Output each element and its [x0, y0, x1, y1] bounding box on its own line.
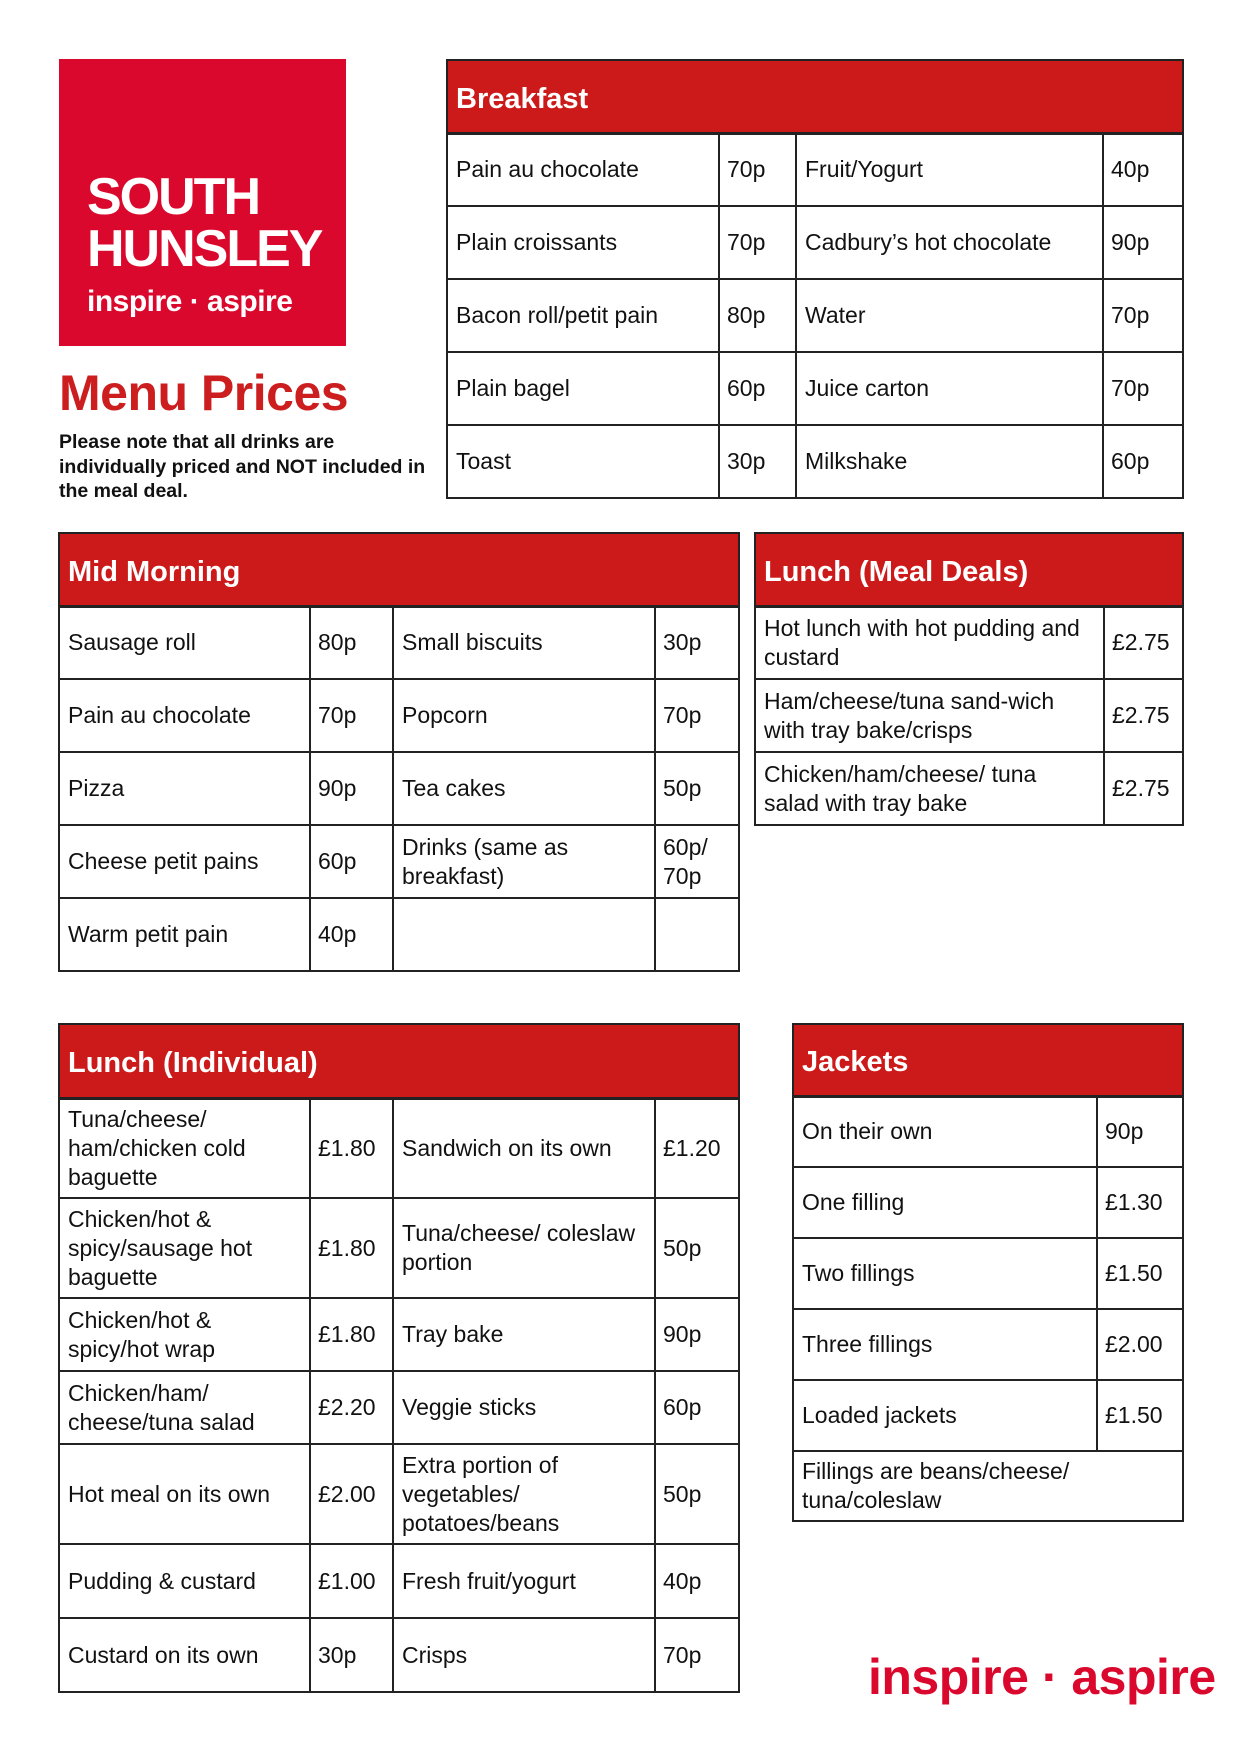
item-name: Tuna/cheese/ ham/chicken cold baguette [59, 1098, 310, 1198]
item-name: Water [796, 279, 1103, 352]
breakfast-heading: Breakfast [447, 60, 1183, 133]
item-price: 50p [655, 1198, 739, 1298]
item-name [393, 898, 655, 971]
item-name: Two fillings [793, 1238, 1097, 1309]
menu-row [59, 1371, 739, 1444]
item-price: £2.75 [1104, 752, 1183, 825]
item-price: 80p [310, 606, 393, 679]
item-name: Warm petit pain [59, 898, 310, 971]
item-name: Crisps [393, 1618, 655, 1692]
item-price: 30p [719, 425, 796, 498]
item-name: Plain bagel [447, 352, 719, 425]
item-name: Cheese petit pains [59, 825, 310, 898]
item-price: 70p [655, 679, 739, 752]
item-name: Juice carton [796, 352, 1103, 425]
item-price [655, 898, 739, 971]
item-name: One filling [793, 1167, 1097, 1238]
item-name: Hot lunch with hot pudding and custard [755, 606, 1104, 679]
menu-row [755, 606, 1183, 679]
menu-row [59, 679, 739, 752]
item-price: 60p/ 70p [655, 825, 739, 898]
item-name: Tuna/cheese/ coleslaw portion [393, 1198, 655, 1298]
menu-row [793, 1380, 1183, 1451]
menu-row [447, 279, 1183, 352]
item-price: £1.00 [310, 1544, 393, 1618]
item-price: £1.80 [310, 1198, 393, 1298]
item-name: Hot meal on its own [59, 1444, 310, 1544]
menu-row [447, 425, 1183, 498]
item-name: Bacon roll/petit pain [447, 279, 719, 352]
item-price: 30p [655, 606, 739, 679]
item-name: Drinks (same as breakfast) [393, 825, 655, 898]
menu-row [59, 752, 739, 825]
item-price: £2.00 [1097, 1309, 1183, 1380]
item-name: Chicken/hot & spicy/hot wrap [59, 1298, 310, 1371]
mid-morning-heading: Mid Morning [59, 533, 739, 606]
menu-row [59, 1098, 739, 1198]
item-price: 60p [719, 352, 796, 425]
logo-line-1: SOUTH [87, 168, 259, 226]
item-name: Popcorn [393, 679, 655, 752]
menu-row [59, 1618, 739, 1692]
item-price: 60p [310, 825, 393, 898]
item-price: 40p [310, 898, 393, 971]
item-price: 60p [1103, 425, 1183, 498]
item-name: Plain croissants [447, 206, 719, 279]
item-name: Loaded jackets [793, 1380, 1097, 1451]
footer-logo: inspire · aspire [868, 1649, 1216, 1705]
item-price: £2.20 [310, 1371, 393, 1444]
item-name: Cadbury’s hot chocolate [796, 206, 1103, 279]
item-name: Pain au chocolate [447, 133, 719, 206]
item-price: 90p [1103, 206, 1183, 279]
item-price: 90p [310, 752, 393, 825]
menu-row [59, 825, 739, 898]
menu-row [793, 1096, 1183, 1167]
item-name: Three fillings [793, 1309, 1097, 1380]
item-name: Custard on its own [59, 1618, 310, 1692]
item-name: Chicken/ham/ cheese/tuna salad [59, 1371, 310, 1444]
item-price: 70p [1103, 352, 1183, 425]
item-price: 50p [655, 752, 739, 825]
menu-row [59, 1544, 739, 1618]
item-price: 90p [655, 1298, 739, 1371]
jackets-table [792, 1023, 1184, 1522]
menu-row [59, 1444, 739, 1544]
item-price: £2.00 [310, 1444, 393, 1544]
menu-row [59, 606, 739, 679]
jackets-heading: Jackets [793, 1024, 1183, 1096]
menu-row [447, 352, 1183, 425]
item-price: £1.50 [1097, 1238, 1183, 1309]
item-price: £1.50 [1097, 1380, 1183, 1451]
item-name: Ham/cheese/tuna sand-wich with tray bake/crisps [755, 679, 1104, 752]
item-price: 70p [719, 206, 796, 279]
mid-morning-table [58, 532, 740, 972]
drinks-note: Please note that all drinks are individually priced and NOT included in the meal deal. [59, 431, 426, 502]
item-price: £1.80 [310, 1098, 393, 1198]
item-name: Pudding & custard [59, 1544, 310, 1618]
menu-row [59, 898, 739, 971]
item-name: Veggie sticks [393, 1371, 655, 1444]
item-name: Chicken/ham/cheese/ tuna salad with tray bake [755, 752, 1104, 825]
jackets-footnote: Fillings are beans/cheese/ tuna/coleslaw [793, 1451, 1183, 1521]
menu-row [59, 1198, 739, 1298]
item-price: £1.30 [1097, 1167, 1183, 1238]
item-price: £2.75 [1104, 606, 1183, 679]
item-price: £1.20 [655, 1098, 739, 1198]
item-price: 70p [310, 679, 393, 752]
menu-row [793, 1167, 1183, 1238]
item-price: 50p [655, 1444, 739, 1544]
item-name: Chicken/hot & spicy/sausage hot baguette [59, 1198, 310, 1298]
item-name: Sandwich on its own [393, 1098, 655, 1198]
item-price: 70p [1103, 279, 1183, 352]
item-price: £1.80 [310, 1298, 393, 1371]
item-name: Fruit/Yogurt [796, 133, 1103, 206]
item-price: 70p [719, 133, 796, 206]
item-price: 30p [310, 1618, 393, 1692]
meal-deals-table [754, 532, 1184, 826]
logo-tagline: inspire · aspire [87, 285, 293, 318]
item-price: 80p [719, 279, 796, 352]
menu-row [447, 206, 1183, 279]
item-price: 90p [1097, 1096, 1183, 1167]
item-name: On their own [793, 1096, 1097, 1167]
item-name: Fresh fruit/yogurt [393, 1544, 655, 1618]
meal-deals-heading: Lunch (Meal Deals) [755, 533, 1183, 606]
menu-row [793, 1309, 1183, 1380]
menu-row [793, 1238, 1183, 1309]
lunch-individual-table [58, 1023, 740, 1693]
page-title: Menu Prices [59, 365, 349, 421]
item-price: 60p [655, 1371, 739, 1444]
menu-row [447, 133, 1183, 206]
item-price: 40p [1103, 133, 1183, 206]
menu-row [755, 752, 1183, 825]
item-name: Milkshake [796, 425, 1103, 498]
item-name: Tray bake [393, 1298, 655, 1371]
breakfast-table [446, 59, 1184, 499]
item-name: Extra portion of vegetables/ potatoes/beans [393, 1444, 655, 1544]
lunch-individual-heading: Lunch (Individual) [59, 1024, 739, 1098]
item-name: Toast [447, 425, 719, 498]
item-price: 70p [655, 1618, 739, 1692]
item-name: Pain au chocolate [59, 679, 310, 752]
item-price: £2.75 [1104, 679, 1183, 752]
item-name: Pizza [59, 752, 310, 825]
item-name: Tea cakes [393, 752, 655, 825]
item-price: 40p [655, 1544, 739, 1618]
school-logo [59, 59, 346, 346]
logo-line-2: HUNSLEY [87, 220, 322, 278]
menu-row [755, 679, 1183, 752]
menu-row [59, 1298, 739, 1371]
item-name: Sausage roll [59, 606, 310, 679]
item-name: Small biscuits [393, 606, 655, 679]
